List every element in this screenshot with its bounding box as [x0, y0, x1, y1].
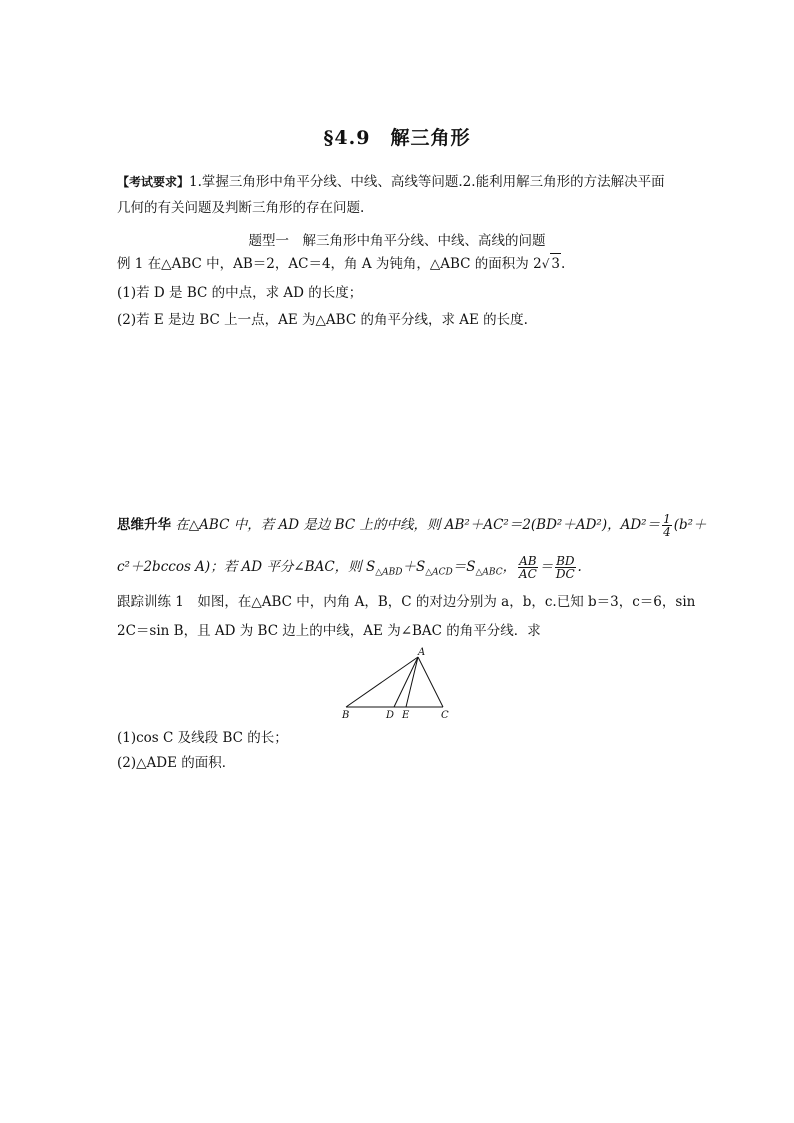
subscript-abd: △ABD	[375, 567, 403, 578]
comma: ，	[502, 559, 517, 575]
triangle-figure	[338, 645, 458, 725]
side-ab	[346, 657, 418, 707]
equals-s: ＝S	[452, 559, 476, 575]
equals: ＝	[539, 559, 554, 575]
example1-prefix: 例 1	[117, 256, 144, 272]
training1-line1: 跟踪训练 1 如图，在△ABC 中，内角 A，B，C 的对边分别为 a，b，c.已知 b＝3，c＝6，sin	[117, 594, 696, 610]
thinking-line1	[117, 512, 707, 539]
period: .	[577, 559, 582, 575]
example1-end: .	[560, 256, 566, 272]
point-label-e: E	[402, 710, 410, 721]
fraction-numerator: 1	[663, 512, 671, 526]
vertex-label-c: C	[441, 710, 449, 721]
page-title: §4.9 解三角形	[323, 127, 471, 149]
training1-question1: (1)cos C 及线段 BC 的长；	[117, 730, 288, 746]
example1-statement: 例 1 在△ABC 中，AB＝2，AC＝4，角 A 为钝角，△ABC 的面积为 2√ 3.	[117, 253, 683, 274]
fraction-numerator: BD	[556, 554, 575, 568]
example1-question1: (1)若 D 是 BC 的中点，求 AD 的长度；	[117, 285, 363, 301]
thinking-line2	[117, 555, 683, 583]
training1-line2: 2C＝sin B，且 AD 为 BC 边上的中线，AE 为∠BAC 的角平分线．求	[117, 623, 541, 639]
training1-question2: (2)△ADE 的面积．	[117, 755, 236, 771]
example1-sqrt-value: 3	[550, 253, 561, 274]
subscript-abc: △ABC	[475, 567, 503, 578]
exam-requirements-line2: 几何的有关问题及判断三角形的存在问题.	[117, 200, 365, 216]
requirements-tag: 【考试要求】	[117, 175, 190, 189]
side-ac	[418, 657, 443, 707]
fraction-ab-ac	[518, 555, 537, 580]
thinking-label: 思维升华	[117, 517, 171, 533]
thinking-text-2: c²＋2bccos A)；若 AD 平分∠BAC，则 S	[117, 559, 376, 575]
thinking-text-1b: (b²＋	[673, 517, 707, 533]
vertex-label-a: A	[418, 647, 426, 658]
fraction-denominator: AC	[518, 567, 537, 581]
thinking-text-1: 在△ABC 中，若 AD 是边 BC 上的中线，则 AB²＋AC²＝2(BD²＋AD²)，AD²＝	[175, 517, 661, 533]
fraction-denominator: 4	[663, 525, 671, 539]
fraction-numerator: AB	[519, 554, 537, 568]
fraction-one-quarter	[662, 513, 672, 538]
median-ad	[394, 657, 418, 707]
point-label-d: D	[386, 710, 395, 721]
fraction-denominator: DC	[555, 567, 575, 581]
exam-requirements-line1	[117, 172, 683, 192]
subscript-acd: △ACD	[425, 567, 453, 578]
topic-heading: 题型一 解三角形中角平分线、中线、高线的问题	[248, 233, 546, 249]
plus-s: ＋S	[402, 559, 426, 575]
fraction-bd-dc	[555, 555, 575, 580]
requirements-text-1: 1.掌握三角形中角平分线、中线、高线等问题.2.能利用解三角形的方法解决平面	[189, 174, 665, 190]
example1-text: 在△ABC 中，AB＝2，AC＝4，角 A 为钝角，△ABC 的面积为 2	[147, 256, 542, 272]
example1-question2: (2)若 E 是边 BC 上一点，AE 为△ABC 的角平分线，求 AE 的长度.	[117, 312, 528, 328]
vertex-label-b: B	[342, 710, 350, 721]
